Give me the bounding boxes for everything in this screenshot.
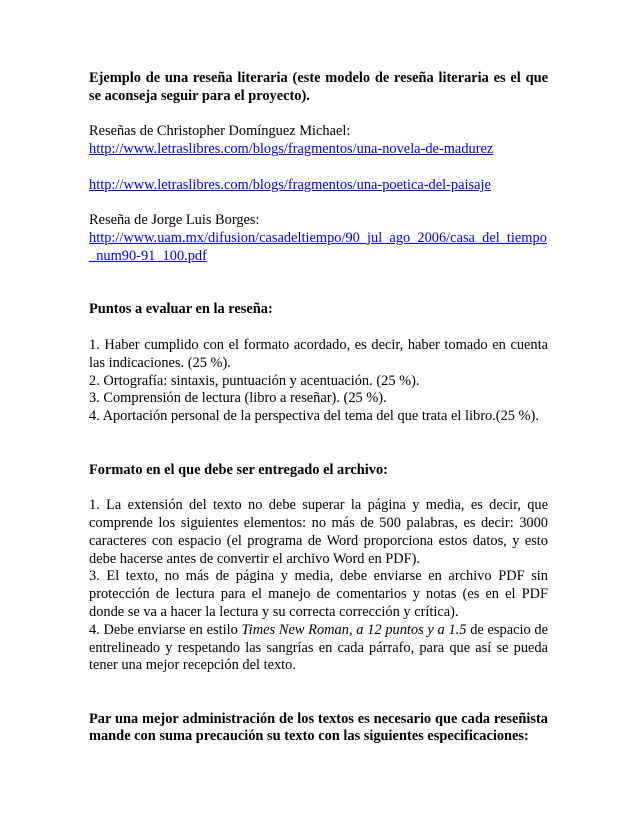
evaluation-item: 2. Ortografía: sintaxis, puntuación y acentuación. (25 %). [89,372,420,389]
format-item-4-font-spec: Times New Roman, a 12 puntos y a 1.5 [241,621,467,638]
link-poetica-del-paisaje[interactable]: http://www.letraslibres.com/blogs/fragmentos/una-poetica-del-paisaje [89,176,491,193]
reviews-cdm-label: Reseñas de Christopher Domínguez Michael: [89,123,351,140]
evaluation-heading: Puntos a evaluar en la reseña: [89,301,273,318]
format-item-1: 1. La extensión del texto no debe superar la página y media, es decir, que comprende los siguientes elementos: no más de 500 palabras, es decir: 3000 caracteres con espacio (el programa de Word proporciona estos datos, y esto debe hacerse antes de convertir el archivo Word en PDF). [89,497,548,567]
evaluation-item: 1. Haber cumplido con el formato acordado, es decir, haber tomado en cuenta las indicaciones. (25 %). [89,336,548,371]
format-item-4-pre: 4. Debe enviarse en estilo [89,621,242,638]
evaluation-item: 4. Aportación personal de la perspectiva del tema del que trata el libro.(25 %). [89,408,539,425]
review-jlb-label: Reseña de Jorge Luis Borges: [89,212,260,229]
format-item-4 [89,622,548,675]
link-novela-de-madurez[interactable]: http://www.letraslibres.com/blogs/fragmentos/una-novela-de-madurez [89,141,494,158]
format-item-3: 3. El texto, no más de página y media, debe enviarse en archivo PDF sin protección de lectura para el manejo de comentarios y notas (es en el PDF donde se va a hacer la lectura y su correcta corrección y crítica). [89,568,548,620]
evaluation-item: 3. Comprensión de lectura (libro a reseñar). (25 %). [89,390,387,407]
format-heading: Formato en el que debe ser entregado el archivo: [89,461,388,478]
format-item-4-post: de espacio de entrelineado y respetando las sangrías en cada párrafo, para que así se pueda tener una mejor recepción del texto. [89,621,549,674]
intro-heading: Ejemplo de una reseña literaria (este modelo de reseña literaria es el que se aconseja seguir para el proyecto). [89,70,548,104]
closing-heading: Par una mejor administración de los textos es necesario que cada reseñista mande con suma precaución su texto con las siguientes especificaciones: [89,710,548,745]
link-casa-del-tiempo-pdf[interactable]: http://www.uam.mx/difusion/casadeltiempo/90_jul_ago_2006/casa_del_tiempo_num90-91_100.pdf [89,230,547,264]
